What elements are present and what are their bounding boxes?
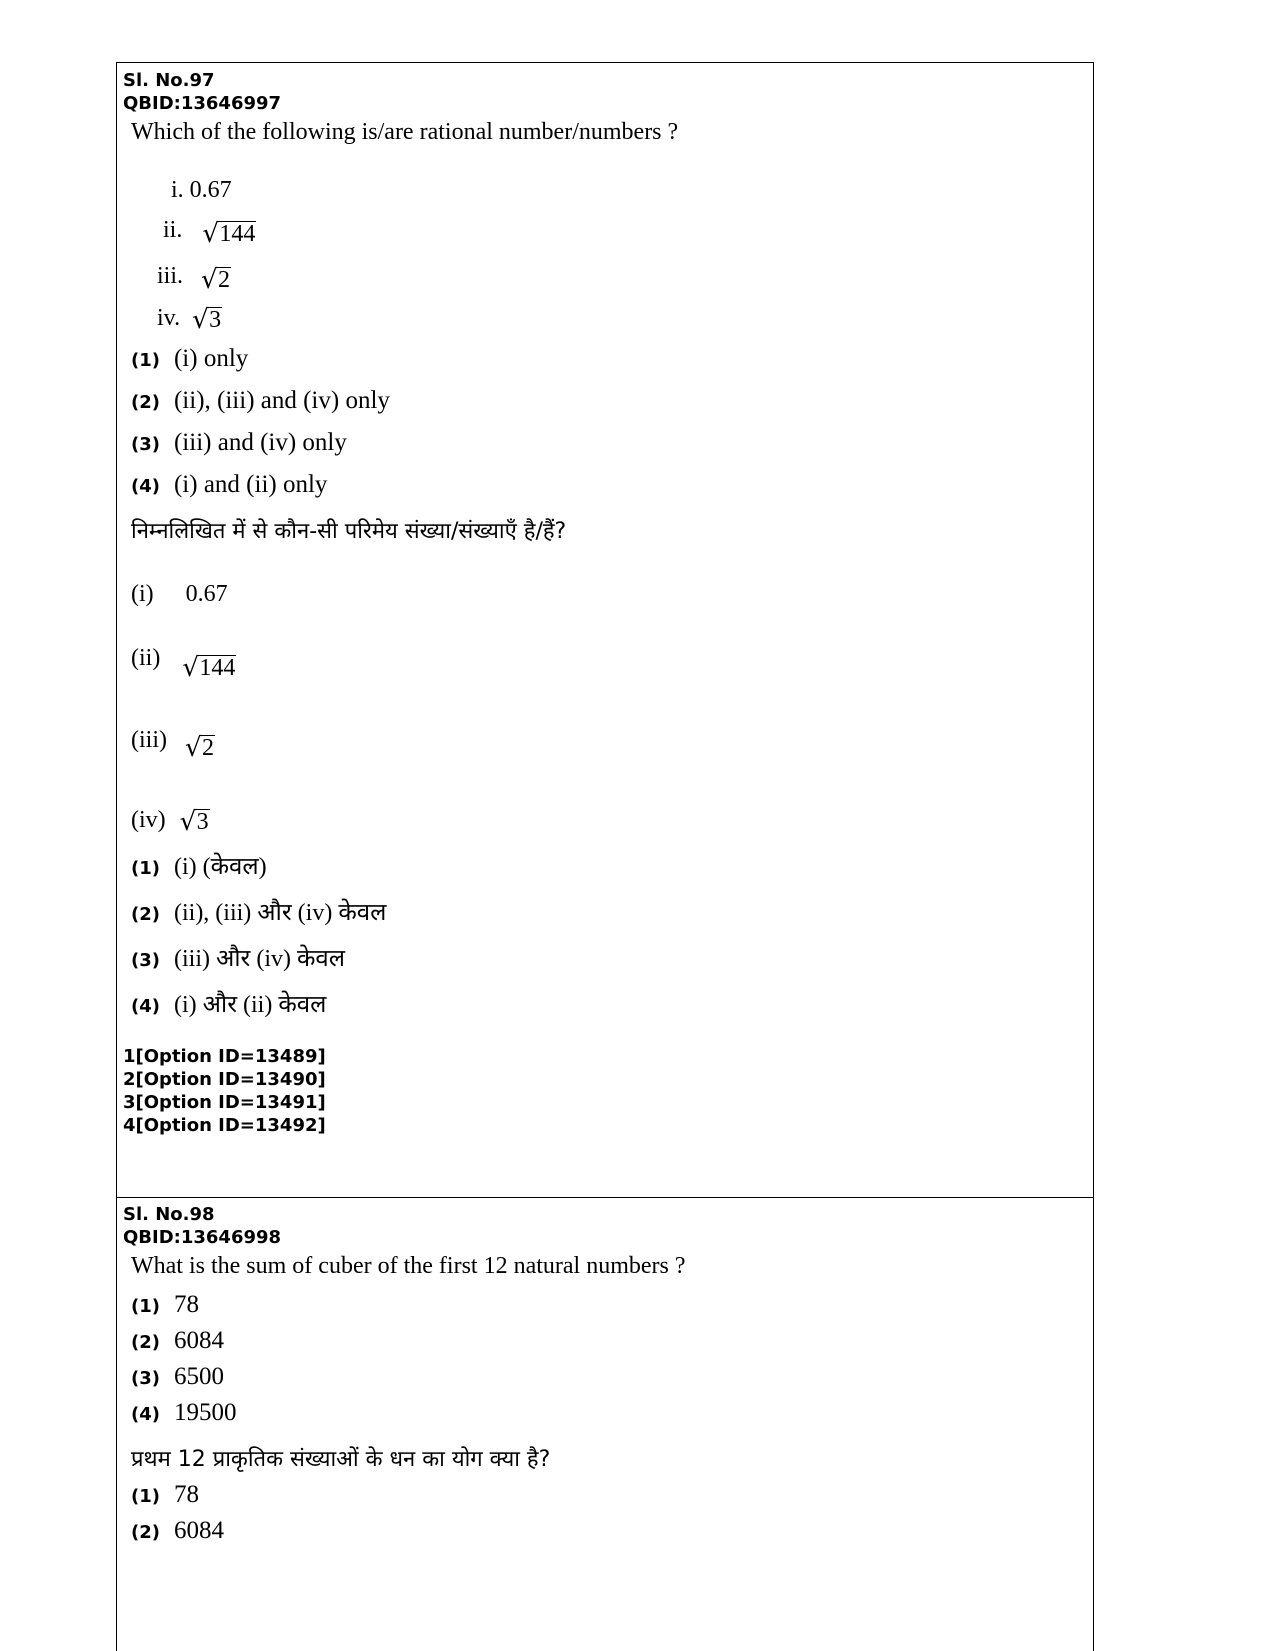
question-text-hindi: प्रथम 12 प्राकृतिक संख्याओं के धन का योग क्या है? — [131, 1447, 551, 1472]
option-id-4: 4[Option ID=13492] — [123, 1115, 326, 1136]
option-2-english[interactable]: (2) (ii), (iii) and (iv) only — [131, 387, 390, 414]
option-2-english[interactable]: (2) 6084 — [131, 1327, 224, 1354]
serial-number: Sl. No.98 — [123, 1204, 215, 1225]
question-id: QBID:13646997 — [123, 93, 282, 114]
square-root-2: √ 2 — [201, 267, 231, 294]
option-1-hindi[interactable]: (1) (i) (केवल) — [131, 854, 267, 880]
square-root-3: √ 3 — [180, 809, 210, 836]
item-ii-english: ii. √ 144 — [163, 217, 256, 244]
option-id-3: 3[Option ID=13491] — [123, 1092, 326, 1113]
option-2-hindi[interactable]: (2) 6084 — [131, 1517, 224, 1544]
item-iii-hindi: (iii) √ 2 — [131, 727, 215, 754]
question-text-english: Which of the following is/are rational number/numbers ? — [131, 119, 679, 145]
option-1-english[interactable]: (1) (i) only — [131, 345, 249, 372]
option-2-hindi[interactable]: (2) (ii), (iii) और (iv) केवल — [131, 900, 387, 926]
option-id-1: 1[Option ID=13489] — [123, 1046, 326, 1067]
option-1-hindi[interactable]: (1) 78 — [131, 1481, 199, 1508]
option-1-english[interactable]: (1) 78 — [131, 1291, 199, 1318]
option-4-english[interactable]: (4) 19500 — [131, 1399, 237, 1426]
square-root-144: √ 144 — [202, 221, 256, 248]
question-id: QBID:13646998 — [123, 1227, 282, 1248]
question-text-english: What is the sum of cuber of the first 12 natural numbers ? — [131, 1253, 686, 1279]
square-root-3: √ 3 — [192, 307, 222, 334]
option-id-2: 2[Option ID=13490] — [123, 1069, 326, 1090]
item-iv-english: iv. √ 3 — [157, 305, 222, 332]
option-4-hindi[interactable]: (4) (i) और (ii) केवल — [131, 992, 327, 1018]
option-3-english[interactable]: (3) (iii) and (iv) only — [131, 429, 347, 456]
question-97-block — [116, 62, 1094, 1198]
option-3-english[interactable]: (3) 6500 — [131, 1363, 224, 1390]
square-root-2: √ 2 — [185, 735, 215, 762]
option-4-english[interactable]: (4) (i) and (ii) only — [131, 471, 328, 498]
serial-number: Sl. No.97 — [123, 70, 215, 91]
option-3-hindi[interactable]: (3) (iii) और (iv) केवल — [131, 946, 346, 972]
item-iii-english: iii. √ 2 — [157, 263, 231, 290]
question-text-hindi: निम्नलिखित में से कौन-सी परिमेय संख्या/संख्याएँ है/हैं? — [131, 519, 567, 544]
question-98-block — [116, 1197, 1094, 1651]
item-i-english: i. 0.67 — [171, 177, 232, 203]
square-root-144: √ 144 — [182, 655, 236, 682]
item-i-hindi: (i) 0.67 — [131, 581, 228, 607]
item-ii-hindi: (ii) √ 144 — [131, 645, 236, 672]
item-iv-hindi: (iv) √ 3 — [131, 807, 210, 834]
